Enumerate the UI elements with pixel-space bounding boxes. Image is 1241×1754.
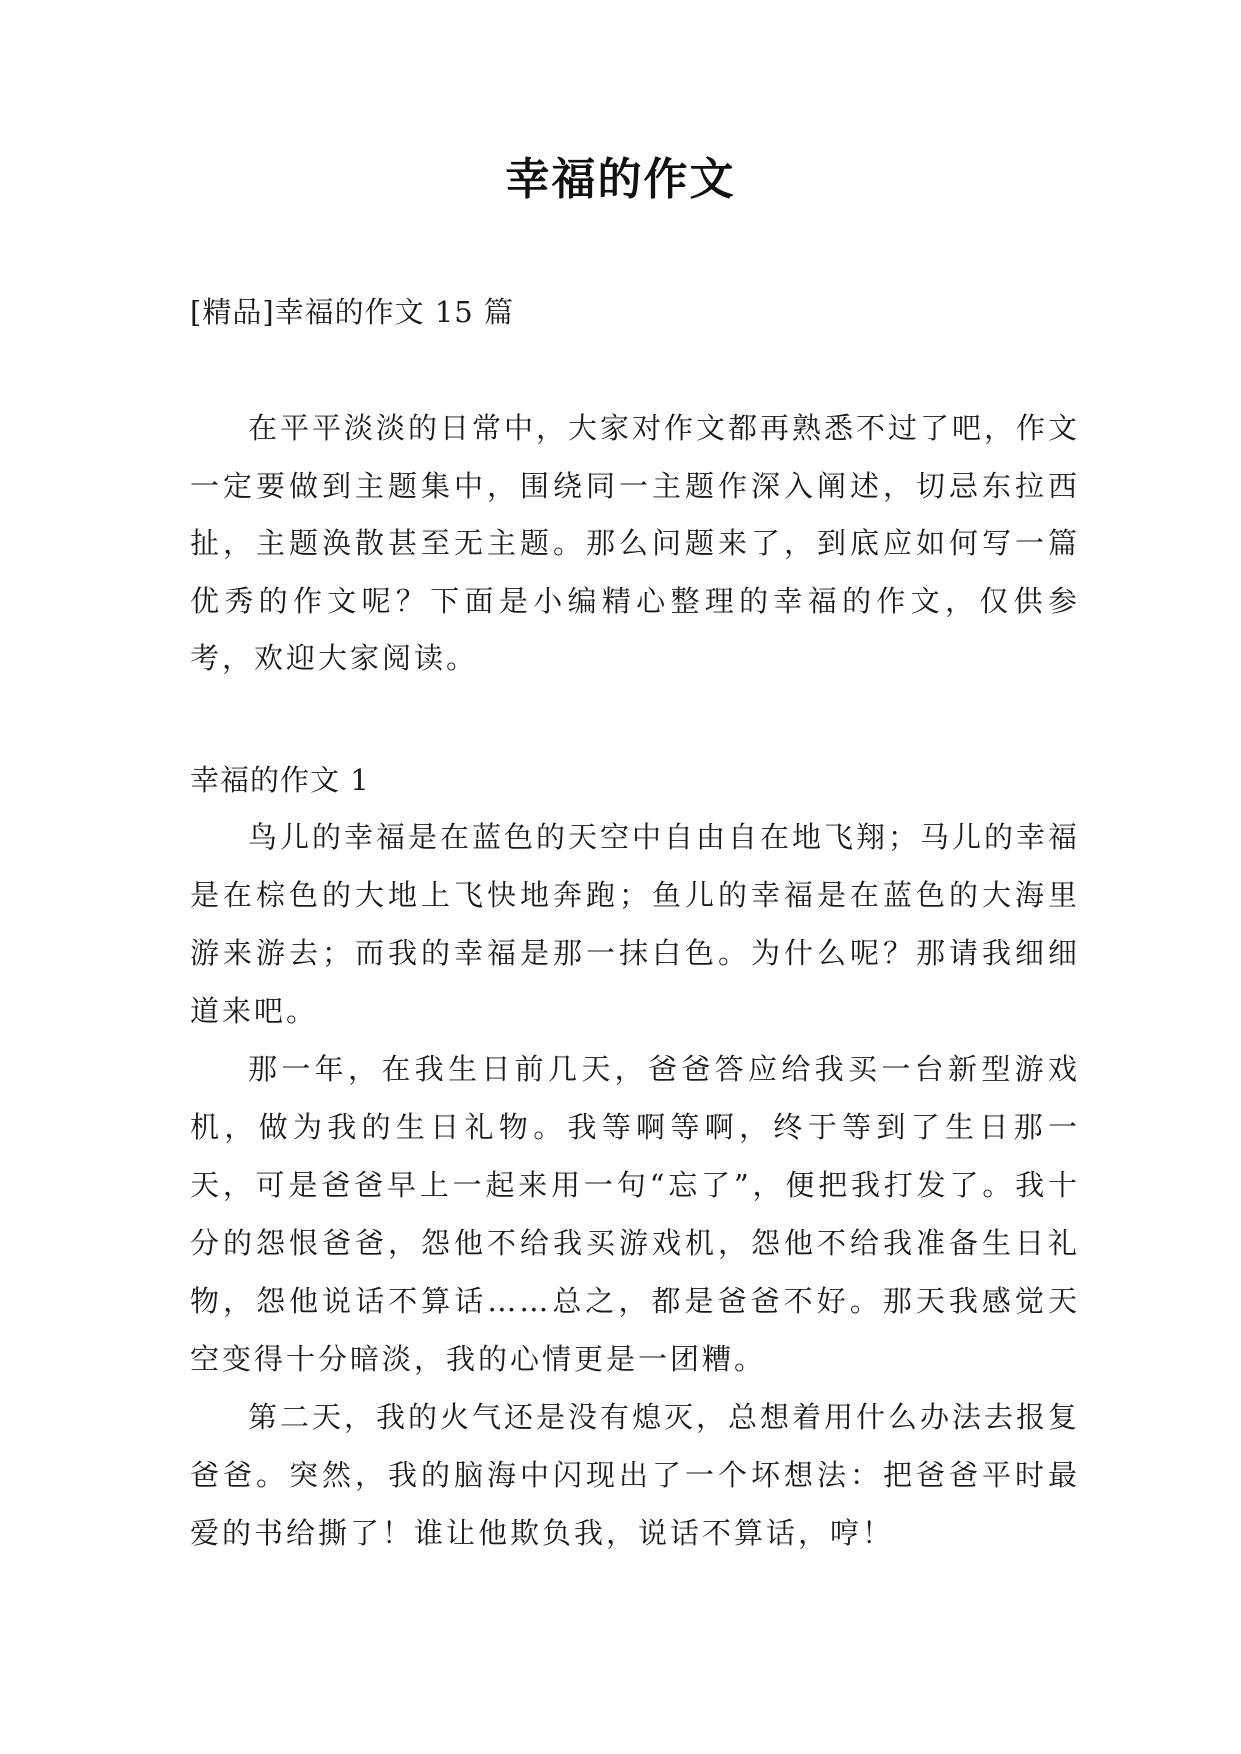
essay-paragraph: 那一年，在我生日前几天，爸爸答应给我买一台新型游戏机，做为我的生日礼物。我等啊等啊，终于等到了生日那一天，可是爸爸早上一起来用一句“忘了”，便把我打发了。我十分的怨恨爸爸，怨他不给我买游戏机，怨他不给我准备生日礼物，怨他说话不算话……总之，都是爸爸不好。那天我感觉天空变得十分暗淡，我的心情更是一团糟。 <box>190 1051 1080 1376</box>
section-heading: 幸福的作文 1 <box>190 762 370 797</box>
document-subtitle: [精品]幸福的作文 15 篇 <box>190 295 514 329</box>
essay-paragraph: 第二天，我的火气还是没有熄灭，总想着用什么办法去报复爸爸。突然，我的脑海中闪现出了一个坏想法：把爸爸平时最爱的书给撕了！谁让他欺负我，说话不算话，哼！ <box>190 1399 1081 1550</box>
essay-body <box>190 808 1080 1562</box>
document-title: 幸福的作文 <box>505 154 736 205</box>
intro-paragraph: 在平平淡淡的日常中，大家对作文都再熟悉不过了吧，作文一定要做到主题集中，围绕同一主题作深入阐述，切忌东拉西扯，主题涣散甚至无主题。那么问题来了，到底应如何写一篇优秀的作文呢？下面是小编精心整理的幸福的作文，仅供参考，欢迎大家阅读。 <box>190 411 1081 675</box>
essay-paragraph: 鸟儿的幸福是在蓝色的天空中自由自在地飞翔；马儿的幸福是在棕色的大地上飞快地奔跑；鱼儿的幸福是在蓝色的大海里游来游去；而我的幸福是那一抹白色。为什么呢？那请我细细道来吧。 <box>190 819 1081 1028</box>
document-body <box>190 284 1080 1562</box>
intro-section <box>190 400 1080 688</box>
